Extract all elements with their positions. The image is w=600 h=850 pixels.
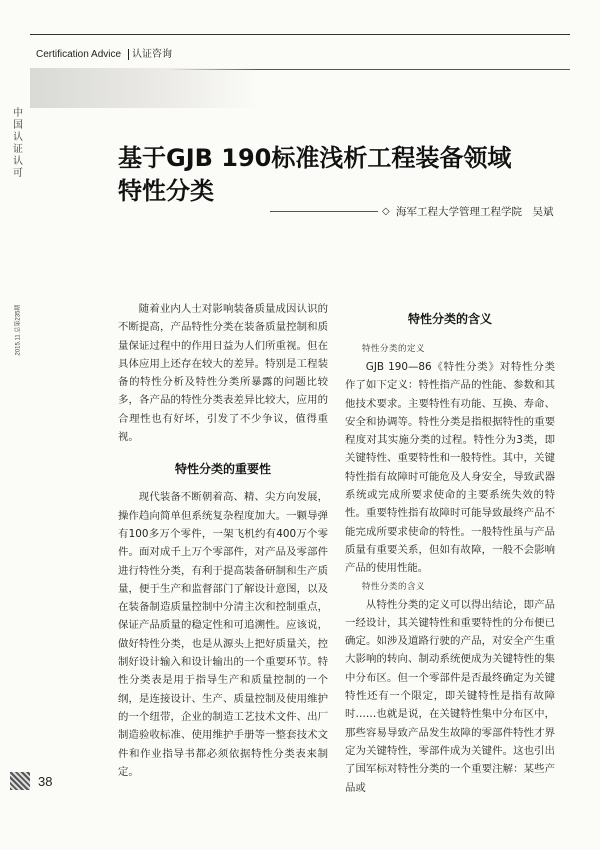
column-tag-cn: 认证咨询 [132,49,173,60]
subsection1-heading: 特性分类的定义 [362,344,426,354]
article-title [118,142,558,208]
section2-heading: 特性分类的含义 [407,312,492,326]
article-title-line1: 基于GJB 190标准浅析工程装备领域 [118,144,512,172]
author-rule [270,211,378,212]
right-column [345,310,555,797]
subsection1-paragraph: GJB 190—86《特性分类》对特性分类作了如下定义：特性指产品的性能、参数和其他技术要求。主要特性有功能、互换、寿命、安全和协调等。特性分类是指根据特性的重要程度对其实施分类的过程。特性分为3类，即关键特性、重要特性和一般特性。其中，关键特性指有故障时可能危及人身安全，导致武器系统或完成所要求使命的主要系统失效的特性。重要特性指有故障时可能导致最终产品不能完成所要求使命的特性。一般特性虽与产品质量有重要关系，但如有故障，一般不会影响产品的使用性能。 [345,361,555,575]
side-issue-info [10,268,24,358]
column-tag-en: Certification Advice [36,49,122,60]
subsection2-paragraph: 从特性分类的定义可以得出结论，即产品一经设计，其关键特性和重要特性的分布便已确定。如涉及道路行驶的产品，对安全产生重大影响的转向、制动系统便成为关键特性的集中分布区。但一个零部件是否最终确定为关键特性还有一个限定，即关键特性是指有故障时……也就是说，在关键特性集中分布区中，那些容易导致产品发生故障的零部件特性才界定为关键特性，零部件成为关键件。这也引出了国军标对特性分类的一个重要注解：某些产品或 [345,598,555,794]
header-shade-decoration [30,68,260,108]
header-bar [30,34,570,70]
author-line [270,204,570,220]
page-number: 38 [38,774,53,789]
section1-heading: 特性分类的重要性 [174,462,271,477]
subsection2-heading: 特性分类的含义 [362,581,426,592]
column-tag-divider [128,49,129,60]
intro-paragraph: 随着业内人士对影响装备质量成因认识的不断提高，产品特性分类在装备质量控制和质量保证过程中的作用日益为人们所重视。但在具体应用上还存在较大的差异。特别是工程装备的特性分析及特性分类所暴露的问题比较多，各产品的特性分类表差异比较大，应用的合理性也有好坏，引发了不少争议，值得重视。 [118,303,328,444]
article-title-line2: 特性分类 [118,177,214,205]
section1-paragraph: 现代装备不断朝着高、精、尖方向发展，操作趋向简单但系统复杂程度加大。一颗导弹有100多万个零件，一架飞机约有400万个零件。面对成千上万个零部件，对产品及零部件进行特性分类，有利于提高装备研制和生产质量，便于生产和监督部门了解设计意图，以及在装备制造质量控制中分清主次和控制重点，保证产品质量的稳定性和可追溯性。应该说，做好特性分类，也是从源头上把好质量关，控制好设计输入和设计输出的一个重要环节。特性分类表是用于指导生产和质量控制的一个纲，是连接设计、生产、质量控制及使用维护的一个纽带，企业的制造工艺技术文件、出厂制造验收标准、使用维护手册等一整套技术文件和作业指导书都必须依据特性分类表来制定。 [118,491,328,778]
side-issue-text: 2015.11 总第235期 [15,304,22,356]
diamond-icon: ◇ [382,206,390,217]
side-journal-name: 中国认证认可 [13,108,23,179]
footer-mark-decoration [10,772,30,790]
left-column [118,300,328,781]
column-tag [36,47,172,63]
author-affiliation: 海军工程大学管理工程学院 吴斌 [396,206,554,218]
